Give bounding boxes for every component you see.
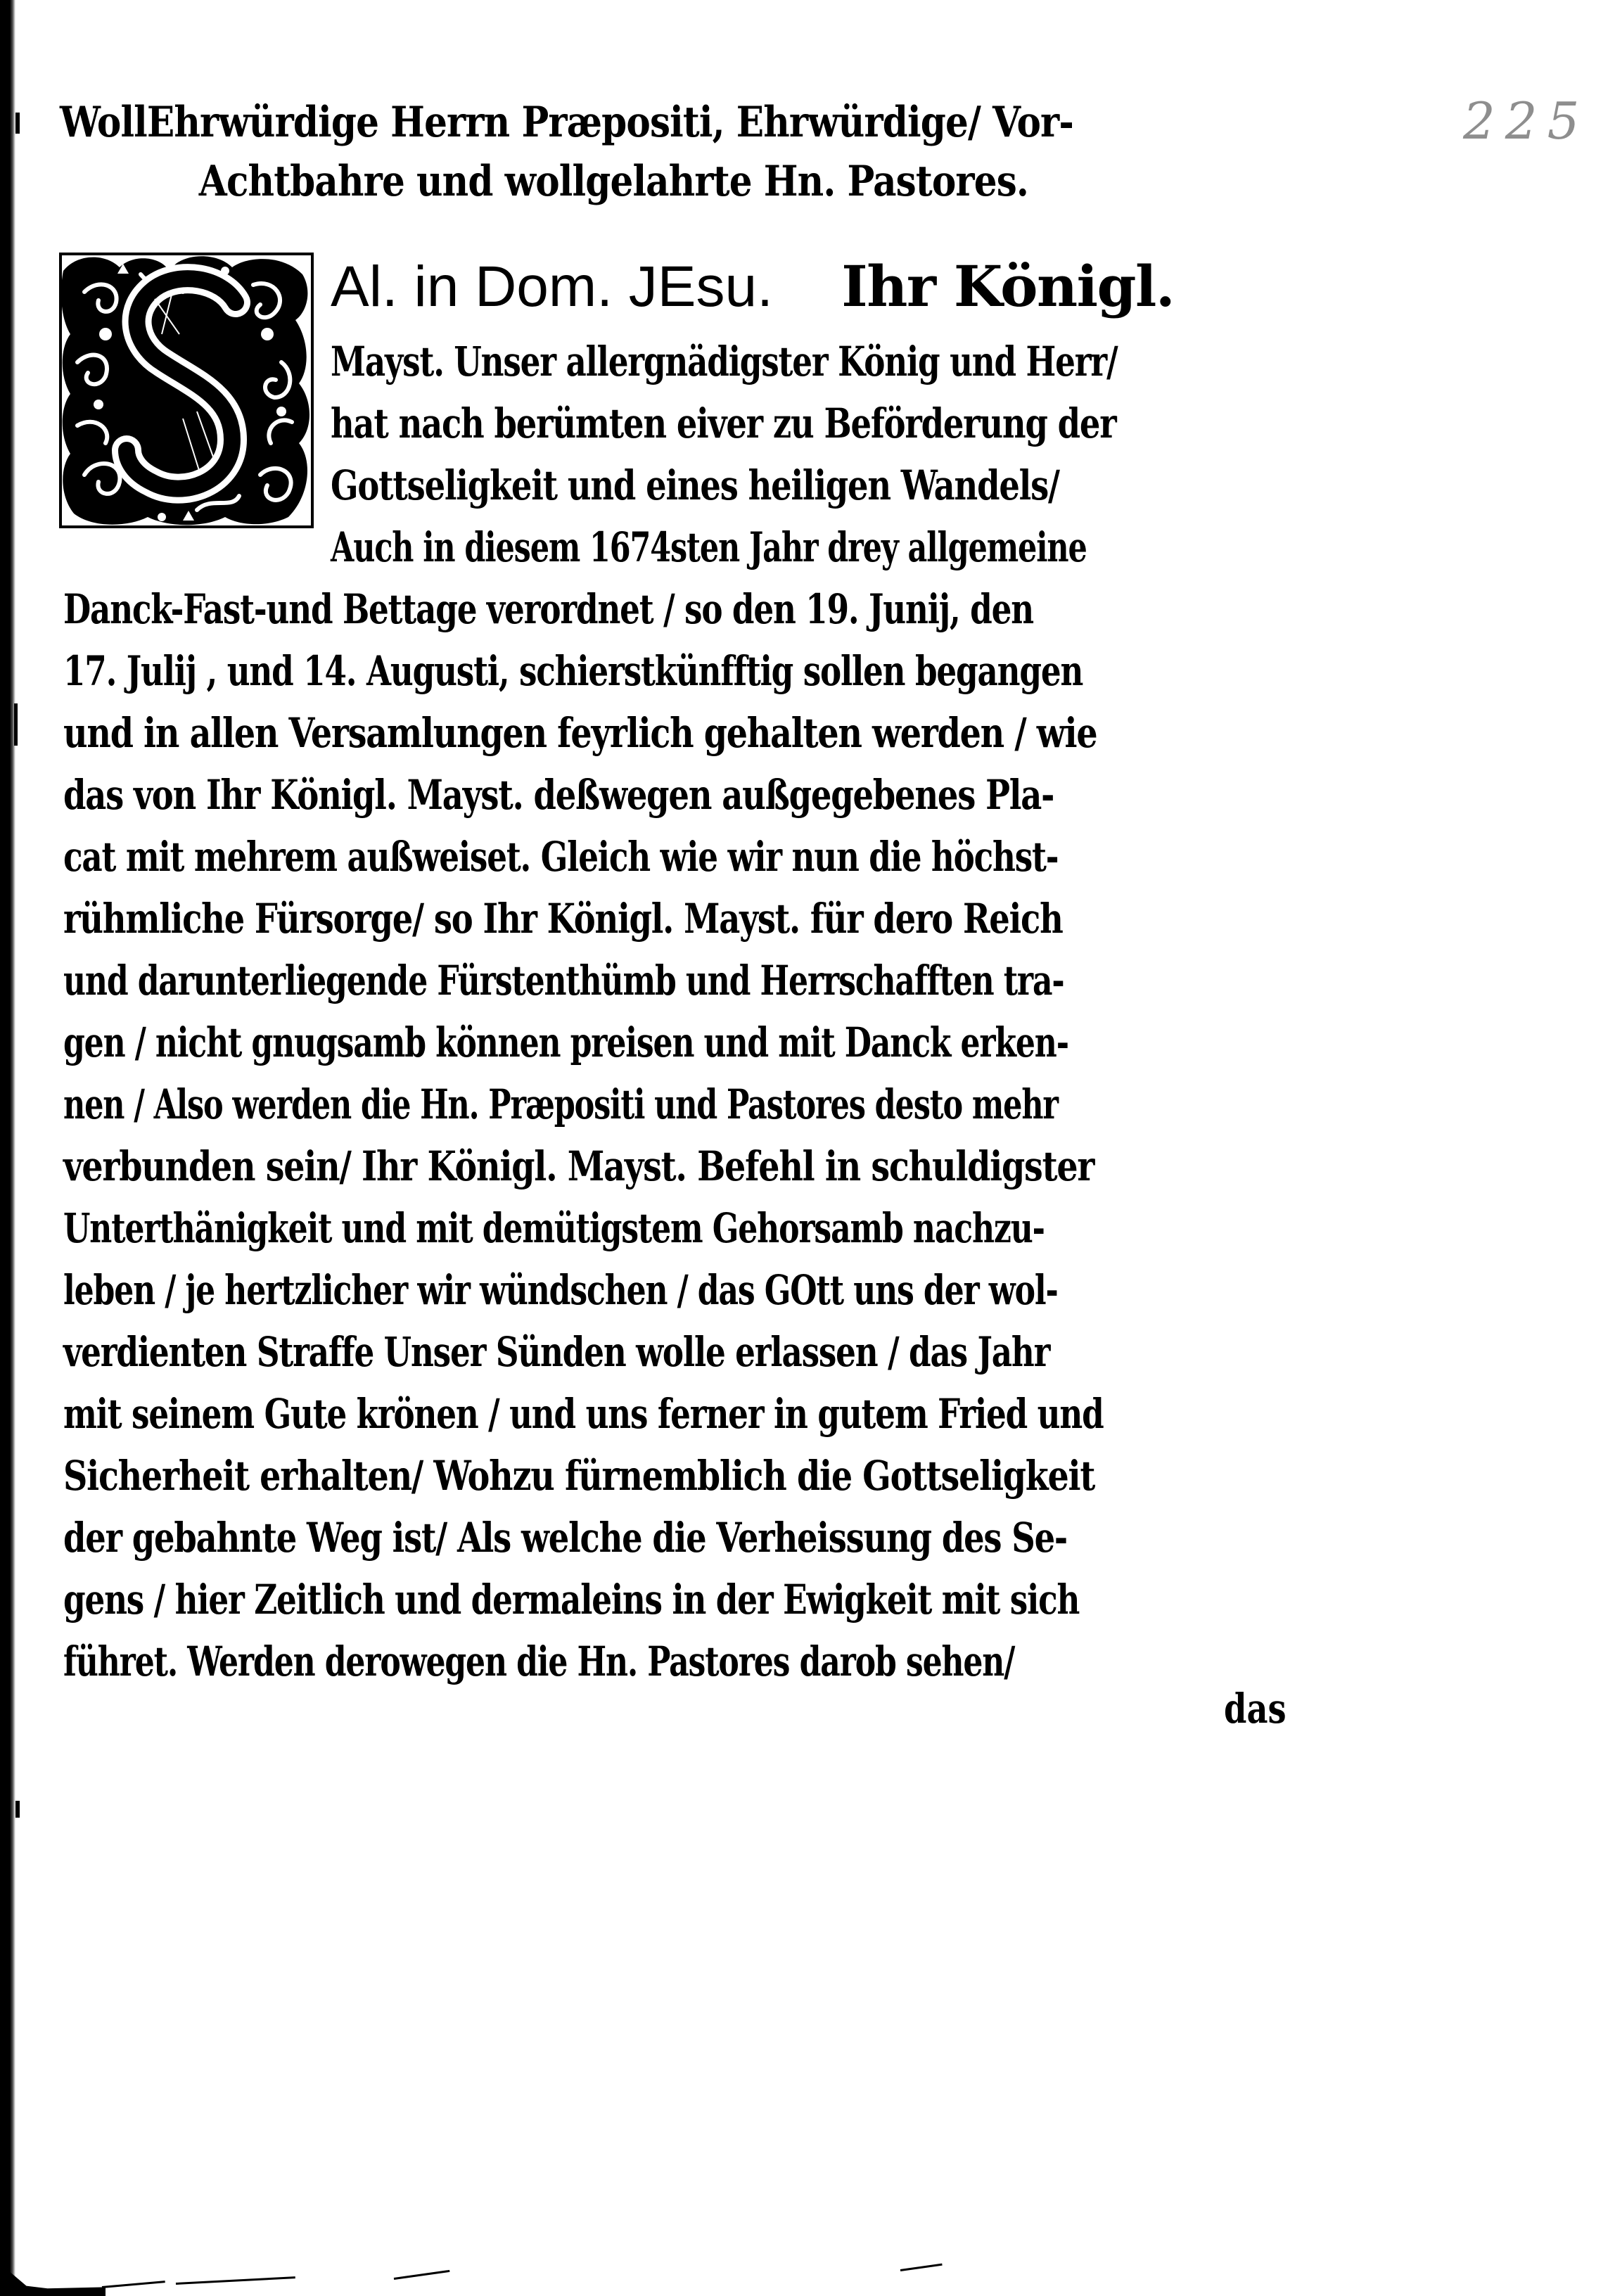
opening-salutation: Al. in Dom. JEsu. <box>331 255 773 319</box>
text-line: das von Ihr Königl. Mayst. deßwegen außgegebenes Pla- <box>63 771 1054 819</box>
text-line: und in allen Versamlungen feyrlich gehalten werden / wie <box>63 709 1097 757</box>
scan-speck <box>14 703 18 746</box>
text-line: Sicherheit erhalten/ Wohzu fürnemblich die Gottseligkeit <box>63 1452 1095 1500</box>
text-line: und darunterliegende Fürstenthümb und Herrschafften tra- <box>63 957 1064 1005</box>
scan-bottom-artifact <box>394 2270 450 2280</box>
text-line: führet. Werden derowegen die Hn. Pastores darob sehen/ <box>63 1638 1015 1685</box>
scan-speck <box>15 113 20 134</box>
address-heading <box>60 93 1149 211</box>
text-line: gens / hier Zeitlich und dermaleins in der Ewigkeit mit sich <box>63 1576 1080 1624</box>
text-line: mit seinem Gute krönen / und uns ferner in gutem Fried und <box>63 1390 1104 1438</box>
heading-line-1: WollEhrwürdige Herrn Præpositi, Ehrwürdige/ Vor- <box>60 98 1073 147</box>
text-line: leben / je hertzlicher wir wündschen / das GOtt uns der wol- <box>63 1266 1058 1314</box>
ornamental-initial-s-icon <box>56 250 317 531</box>
text-line: Gottseligkeit und eines heiligen Wandels/ <box>331 461 1059 509</box>
catchword: das <box>1224 1685 1287 1733</box>
text-line: rühmliche Fürsorge/ so Ihr Königl. Mayst. für dero Reich <box>63 895 1063 943</box>
scan-binding-edge <box>0 0 15 2296</box>
text-line: cat mit mehrem außweiset. Gleich wie wir nun die höchst- <box>63 833 1059 881</box>
text-line: Danck-Fast-und Bettage verordnet / so den 19. Junij, den <box>63 585 1033 633</box>
text-line: Ihr Königl. <box>841 253 1175 319</box>
text-line: 17. Julij , und 14. Augusti, schierstkünfftig sollen begangen <box>63 647 1083 695</box>
text-line: Mayst. Unser allergnädigster König und Herr/ <box>331 338 1118 385</box>
page-number: 225 <box>1463 91 1590 151</box>
text-line: nen / Also werden die Hn. Præpositi und Pastores desto mehr <box>63 1080 1058 1128</box>
text-line: hat nach berümten eiver zu Beförderung der <box>331 400 1116 447</box>
scan-bottom-artifact <box>102 2281 165 2288</box>
scan-bottom-shadow <box>0 2271 106 2296</box>
text-line: der gebahnte Weg ist/ Als welche die Verheissung des Se- <box>63 1514 1067 1562</box>
text-line: verbunden sein/ Ihr Königl. Mayst. Befehl in schuldigster <box>63 1142 1094 1190</box>
scan-speck <box>15 1801 20 1818</box>
scan-bottom-artifact <box>176 2276 295 2285</box>
opening-line <box>331 253 1174 320</box>
text-line: gen / nicht gnugsamb können preisen und mit Danck erken- <box>63 1019 1068 1066</box>
text-line: Auch in diesem 1674sten Jahr drey allgemeine <box>331 523 1087 571</box>
scan-bottom-artifact <box>900 2264 943 2271</box>
text-line: verdienten Straffe Unser Sünden wolle erlassen / das Jahr <box>63 1328 1050 1376</box>
heading-line-2: Achtbahre und wollgelahrte Hn. Pastores. <box>198 157 1028 206</box>
text-line: Unterthänigkeit und mit demütigstem Gehorsamb nachzu- <box>63 1204 1045 1252</box>
